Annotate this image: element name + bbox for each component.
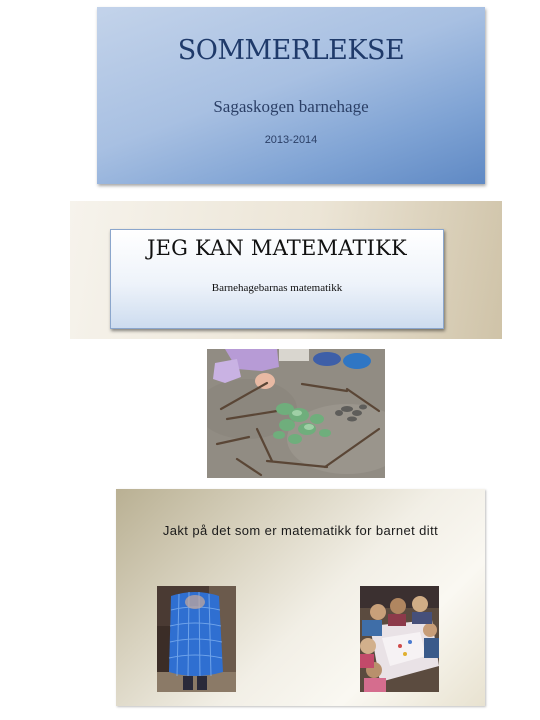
math-hunt-instruction: Jakt på det som er matematikk for barnet ditt (162, 523, 439, 538)
sticks-leaves-photo-art (207, 349, 385, 478)
children-table-photo (360, 586, 439, 692)
children-table-photo-art (360, 586, 439, 692)
title-banner (97, 7, 485, 184)
sticks-leaves-photo (207, 349, 385, 478)
kindergarten-name: Sagaskogen barnehage (213, 97, 369, 116)
document-title: SOMMERLEKSE (177, 35, 405, 66)
math-title-box (110, 229, 444, 329)
child-basket-photo-art (157, 586, 236, 692)
school-year: 2013-2014 (264, 134, 318, 146)
math-subheading: Barnehagebarnas matematikk (211, 282, 343, 294)
math-heading: JEG KAN MATEMATIKK (147, 236, 407, 260)
child-basket-photo (157, 586, 236, 692)
